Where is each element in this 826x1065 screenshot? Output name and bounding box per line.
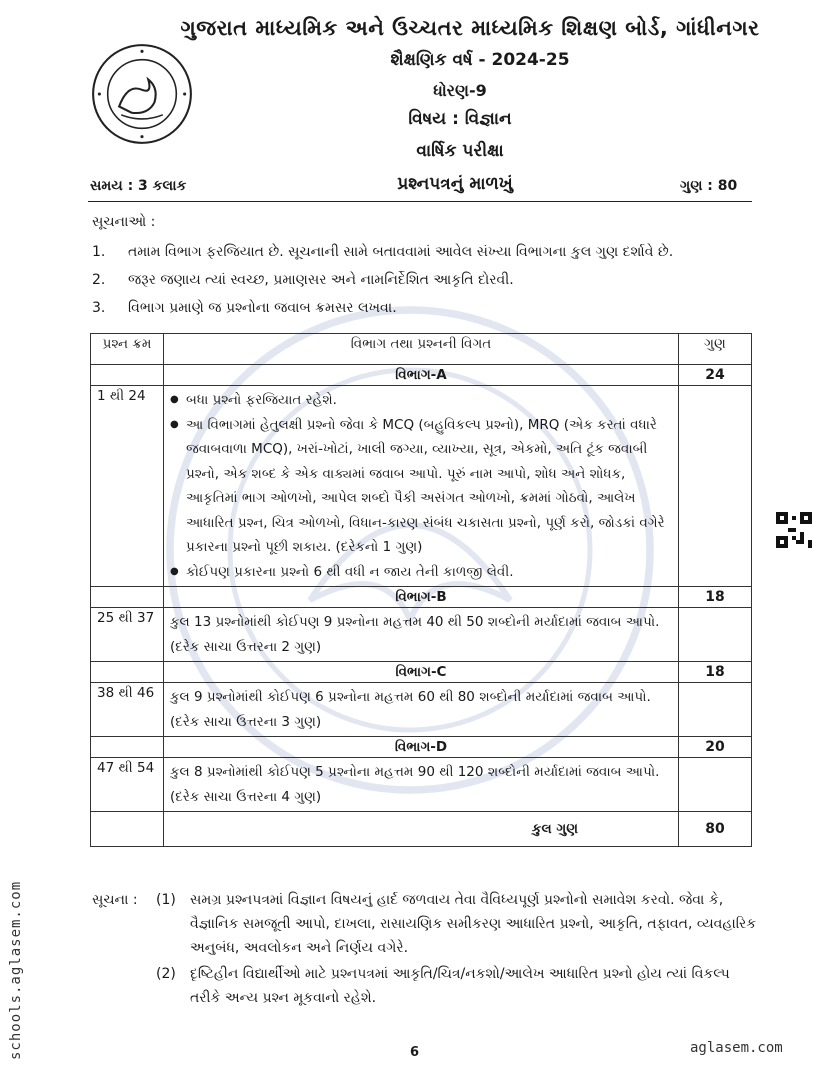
instruction-number: 3. <box>92 300 106 316</box>
question-range: 1 થી 24 <box>91 386 164 587</box>
section-marks: 18 <box>679 587 752 608</box>
section-title: વિભાગ-A <box>164 365 679 386</box>
note-number: (1) <box>156 892 176 908</box>
note-item <box>92 888 762 960</box>
exam-time: સમય : 3 કલાક <box>90 178 187 194</box>
header-marks: ગુણ <box>679 334 752 365</box>
instruction-text: તમામ વિભાગ ફરજિયાત છે. સૂચનાની સામે બતાવવામાં આવેલ સંખ્યા વિભાગના કુલ ગુણ દર્શાવે છે. <box>128 244 674 260</box>
instruction-number: 2. <box>92 272 106 288</box>
section-title: વિભાગ-B <box>164 587 679 608</box>
section-description: કુલ 8 પ્રશ્નોમાંથી કોઈપણ 5 પ્રશ્નોના મહત્તમ 90 થી 120 શબ્દોની મર્યાદામાં જવાબ આપો. (દરેક સાચા ઉત્તરના 4 ગુણ) <box>164 758 679 812</box>
section-marks: 24 <box>679 365 752 386</box>
page-number: 6 <box>410 1045 420 1060</box>
board-logo <box>90 42 194 146</box>
list-item: ● બધા પ્રશ્નો ફરજિયાત રહેશે. <box>186 388 672 413</box>
total-row <box>91 812 752 847</box>
instruction-text: જરૂર જણાય ત્યાં સ્વચ્છ, પ્રમાણસર અને નામનિર્દેશિત આકૃતિ દોરવી. <box>128 272 514 288</box>
subject: વિષય : વિજ્ઞાન <box>408 109 512 129</box>
section-row <box>91 587 752 608</box>
standard: ધોરણ-9 <box>433 81 487 100</box>
table-row <box>91 608 752 662</box>
section-description: કુલ 13 પ્રશ્નોમાંથી કોઈપણ 9 પ્રશ્નોના મહત્તમ 40 થી 50 શબ્દોની મર્યાદામાં જવાબ આપો. (દરેક સાચા ઉત્તરના 2 ગુણ) <box>164 608 679 662</box>
total-label: કુલ ગુણ <box>164 812 679 847</box>
instruction-text: વિભાગ પ્રમાણે જ પ્રશ્નોના જવાબ ક્રમસર લખવા. <box>128 300 397 316</box>
paper-structure-table <box>90 333 752 847</box>
section-marks: 18 <box>679 662 752 683</box>
list-item: ● કોઈપણ પ્રકારના પ્રશ્નો 6 થી વધી ન જાય તેની કાળજી લેવી. <box>186 560 672 585</box>
instruction-number: 1. <box>92 244 106 260</box>
paper-structure-title: પ્રશ્નપત્રનું માળખું <box>397 174 513 194</box>
instructions-heading: સૂચનાઓ : <box>92 214 156 230</box>
instruction-item <box>92 272 752 288</box>
site-watermark: aglasem.com <box>690 1040 783 1056</box>
question-range: 47 થી 54 <box>91 758 164 812</box>
section-row <box>91 662 752 683</box>
total-marks: ગુણ : 80 <box>680 178 738 194</box>
header-question-no: પ્રશ્ન ક્રમ <box>91 334 164 365</box>
note-item <box>92 962 762 1010</box>
question-range: 25 થી 37 <box>91 608 164 662</box>
header-details: વિભાગ તથા પ્રશ્નની વિગત <box>164 334 679 365</box>
note-text: દૃષ્ટિહીન વિદ્યાર્થીઓ માટે પ્રશ્નપત્રમાં આકૃતિ/ચિત્ર/નકશો/આલેખ આધારિત પ્રશ્નો હોય ત્યાં વિકલ્પ તરીકે અન્ય પ્રશ્ન મૂકવાનો રહેશે. <box>190 966 730 1006</box>
notes-block <box>92 888 762 1010</box>
qr-code <box>776 512 812 548</box>
table-row <box>91 386 752 587</box>
section-bullets <box>170 388 672 584</box>
instruction-item <box>92 300 752 316</box>
section-description: કુલ 9 પ્રશ્નોમાંથી કોઈપણ 6 પ્રશ્નોના મહત્તમ 60 થી 80 શબ્દોની મર્યાદામાં જવાબ આપો. (દરેક સાચા ઉત્તરના 3 ગુણ) <box>164 683 679 737</box>
section-title: વિભાગ-D <box>164 737 679 758</box>
note-number: (2) <box>156 966 176 982</box>
table-row <box>91 683 752 737</box>
notes-label: સૂચના : <box>92 892 138 908</box>
section-title: વિભાગ-C <box>164 662 679 683</box>
side-watermark: schools.aglasem.com <box>8 880 24 1060</box>
section-marks: 20 <box>679 737 752 758</box>
note-text: સમગ્ર પ્રશ્નપત્રમાં વિજ્ઞાન વિષયનું હાર્દ જળવાય તેવા વૈવિધ્યપૂર્ણ પ્રશ્નોનો સમાવેશ કરવો. જેવા કે, વૈજ્ઞાનિક સમજૂતી આપો, દાખલા, રાસાયણિક સમીકરણ આધારિત પ્રશ્નો, આકૃતિ, તફાવત, વ્યવહારિક અનુબંધ, અવલોકન અને નિર્ણય વગેરે. <box>190 892 757 956</box>
section-row <box>91 365 752 386</box>
academic-year: શૈક્ષણિક વર્ષ - 2024-25 <box>390 50 570 70</box>
total-value: 80 <box>679 812 752 847</box>
table-header-row <box>91 334 752 365</box>
instruction-item <box>92 244 752 260</box>
section-row <box>91 737 752 758</box>
header-divider <box>88 201 752 202</box>
list-item: ● આ વિભાગમાં હેતુલક્ષી પ્રશ્નો જેવા કે MCQ (બહુવિકલ્પ પ્રશ્નો), MRQ (એક કરતાં વધારે જવાબવાળા MCQ), ખરાં-ખોટાં, ખાલી જગ્યા, વ્યાખ્યા, સૂત્ર, એકમો, અતિ ટૂંક જવાબી પ્રશ્નો, એક શબ્દ કે એક વાક્યમાં જવાબ આપો. પૂરું નામ આપો, શોધ અને શોધક, આકૃતિમાં ભાગ ઓળખો, આપેલ શબ્દો પૈકી અસંગત ઓળખો, ક્રમમાં ગોઠવો, આલેખ આધારિત પ્રશ્ન, ચિત્ર ઓળખો, વિધાન-કારણ સંબંધ ચકાસતા પ્રશ્નો, પૂર્ણ કરો, જોડકાં વગેરે પ્રકારના પ્રશ્નો પૂછી શકાય. (દરેકનો 1 ગુણ) <box>186 413 672 560</box>
exam-name: વાર્ષિક પરીક્ષા <box>416 141 504 161</box>
table-row <box>91 758 752 812</box>
board-name: ગુજરાત માધ્યમિક અને ઉચ્ચતર માધ્યમિક શિક્ષણ બોર્ડ, ગાંધીનગર <box>180 16 760 40</box>
question-range: 38 થી 46 <box>91 683 164 737</box>
